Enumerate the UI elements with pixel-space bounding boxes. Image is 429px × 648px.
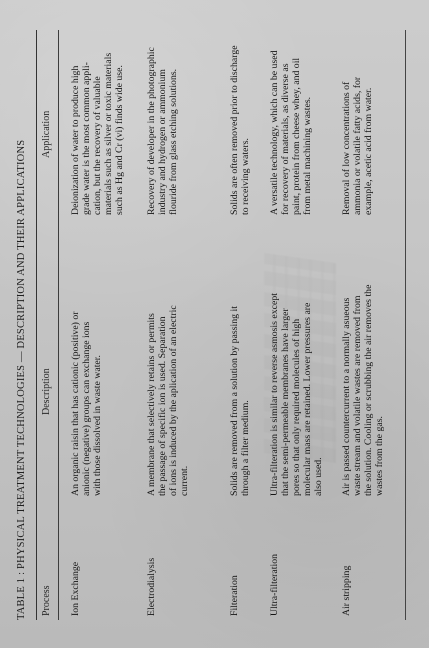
process-column-header: Process: [41, 585, 52, 616]
application-cell: [229, 35, 251, 215]
application-line: to receiving waters.: [240, 138, 252, 215]
description-line: Solids are removed from a solution by passing it: [229, 306, 240, 496]
description-line: Ultra-filteration is similar to reverse asmosis except: [269, 293, 280, 496]
description-cell: [146, 226, 190, 496]
application-cell: [341, 35, 374, 215]
table-header-row: [37, 30, 59, 620]
process-cell: Ion Exchange: [70, 561, 81, 616]
application-line: A versatile technology, which can be used: [269, 50, 280, 215]
application-line: industry and hydrogen or ammonium: [157, 69, 169, 215]
description-line: A membrane that selectively retains or permits: [146, 313, 157, 496]
description-line: also used.: [313, 457, 325, 496]
table-title: TABLE 1 : PHYSICAL TREATMENT TECHNOLOGIES — DESCRIPTION AND THEIR APPLICATIONS: [16, 139, 27, 620]
application-line: Deionization of water to produce high: [70, 65, 81, 215]
rotated-table-document: [8, 10, 418, 638]
application-line: Solids are often removed prior to discharge: [229, 45, 240, 215]
description-line: anionic (negative) groups can exchange ions: [81, 321, 93, 496]
application-line: Recovery of developer in the photographic: [146, 47, 157, 215]
process-cell: Air stripping: [341, 565, 352, 616]
description-cell: [229, 226, 251, 496]
description-line: waste stream and volatile wastes are removed from: [352, 295, 364, 496]
description-line: with those dissolved in waste water.: [92, 355, 104, 496]
description-cell: [70, 226, 103, 496]
application-cell: [70, 35, 125, 215]
application-line: example, acetic acid from water.: [363, 87, 375, 215]
document-sheet: [8, 10, 418, 638]
application-line: ammonia or volatile fatty acids, for: [352, 76, 364, 215]
description-line: of ions is induced by the aplication of an electric: [168, 305, 180, 496]
description-line: An organic raisin that has cationic (positive) or: [70, 311, 81, 496]
application-line: cation, but the recovery of valuable: [92, 76, 104, 215]
description-column-header: Description: [41, 368, 52, 415]
application-cell: [146, 35, 179, 215]
description-line: the passage of specific ion is used. Separation: [157, 316, 169, 496]
application-line: materials such as silver or toxic materials: [103, 52, 115, 215]
process-cell: Filteration: [229, 575, 240, 616]
application-line: grade water is the most common appli-: [81, 62, 93, 215]
description-line: Air is passed countercurrent to a normally asueous: [341, 297, 352, 496]
process-cell: Ultra-filteration: [269, 553, 280, 616]
description-line: wastes from the gas.: [374, 416, 386, 496]
description-line: pores so that only required molecules of high: [291, 318, 303, 496]
description-line: molecular mass are retained. Lower pressures are: [302, 302, 314, 496]
description-cell: [269, 226, 324, 496]
description-line: the solution. Cooling or scrubbing the air removes the: [363, 284, 375, 496]
description-cell: [341, 226, 385, 496]
application-line: such as Hg and Cr (vi) finds wide use.: [114, 65, 126, 215]
treatment-technologies-table: [36, 30, 406, 620]
application-line: flouride from glass etching solutions.: [168, 68, 180, 215]
application-line: for recovery of materials, as diverse as: [280, 63, 292, 215]
process-cell: Electrodialysis: [146, 557, 157, 616]
application-column-header: Application: [41, 110, 52, 158]
application-line: paint, protein from cheese whey, and oil: [291, 57, 303, 215]
description-line: that the semi-permeable membranes have larger: [280, 308, 292, 496]
application-cell: [269, 35, 313, 215]
application-line: Removal of low concentrations of: [341, 81, 352, 215]
description-line: current.: [179, 465, 191, 496]
description-line: through a filter medium.: [240, 400, 252, 496]
application-line: from metal machining wastes.: [302, 96, 314, 215]
